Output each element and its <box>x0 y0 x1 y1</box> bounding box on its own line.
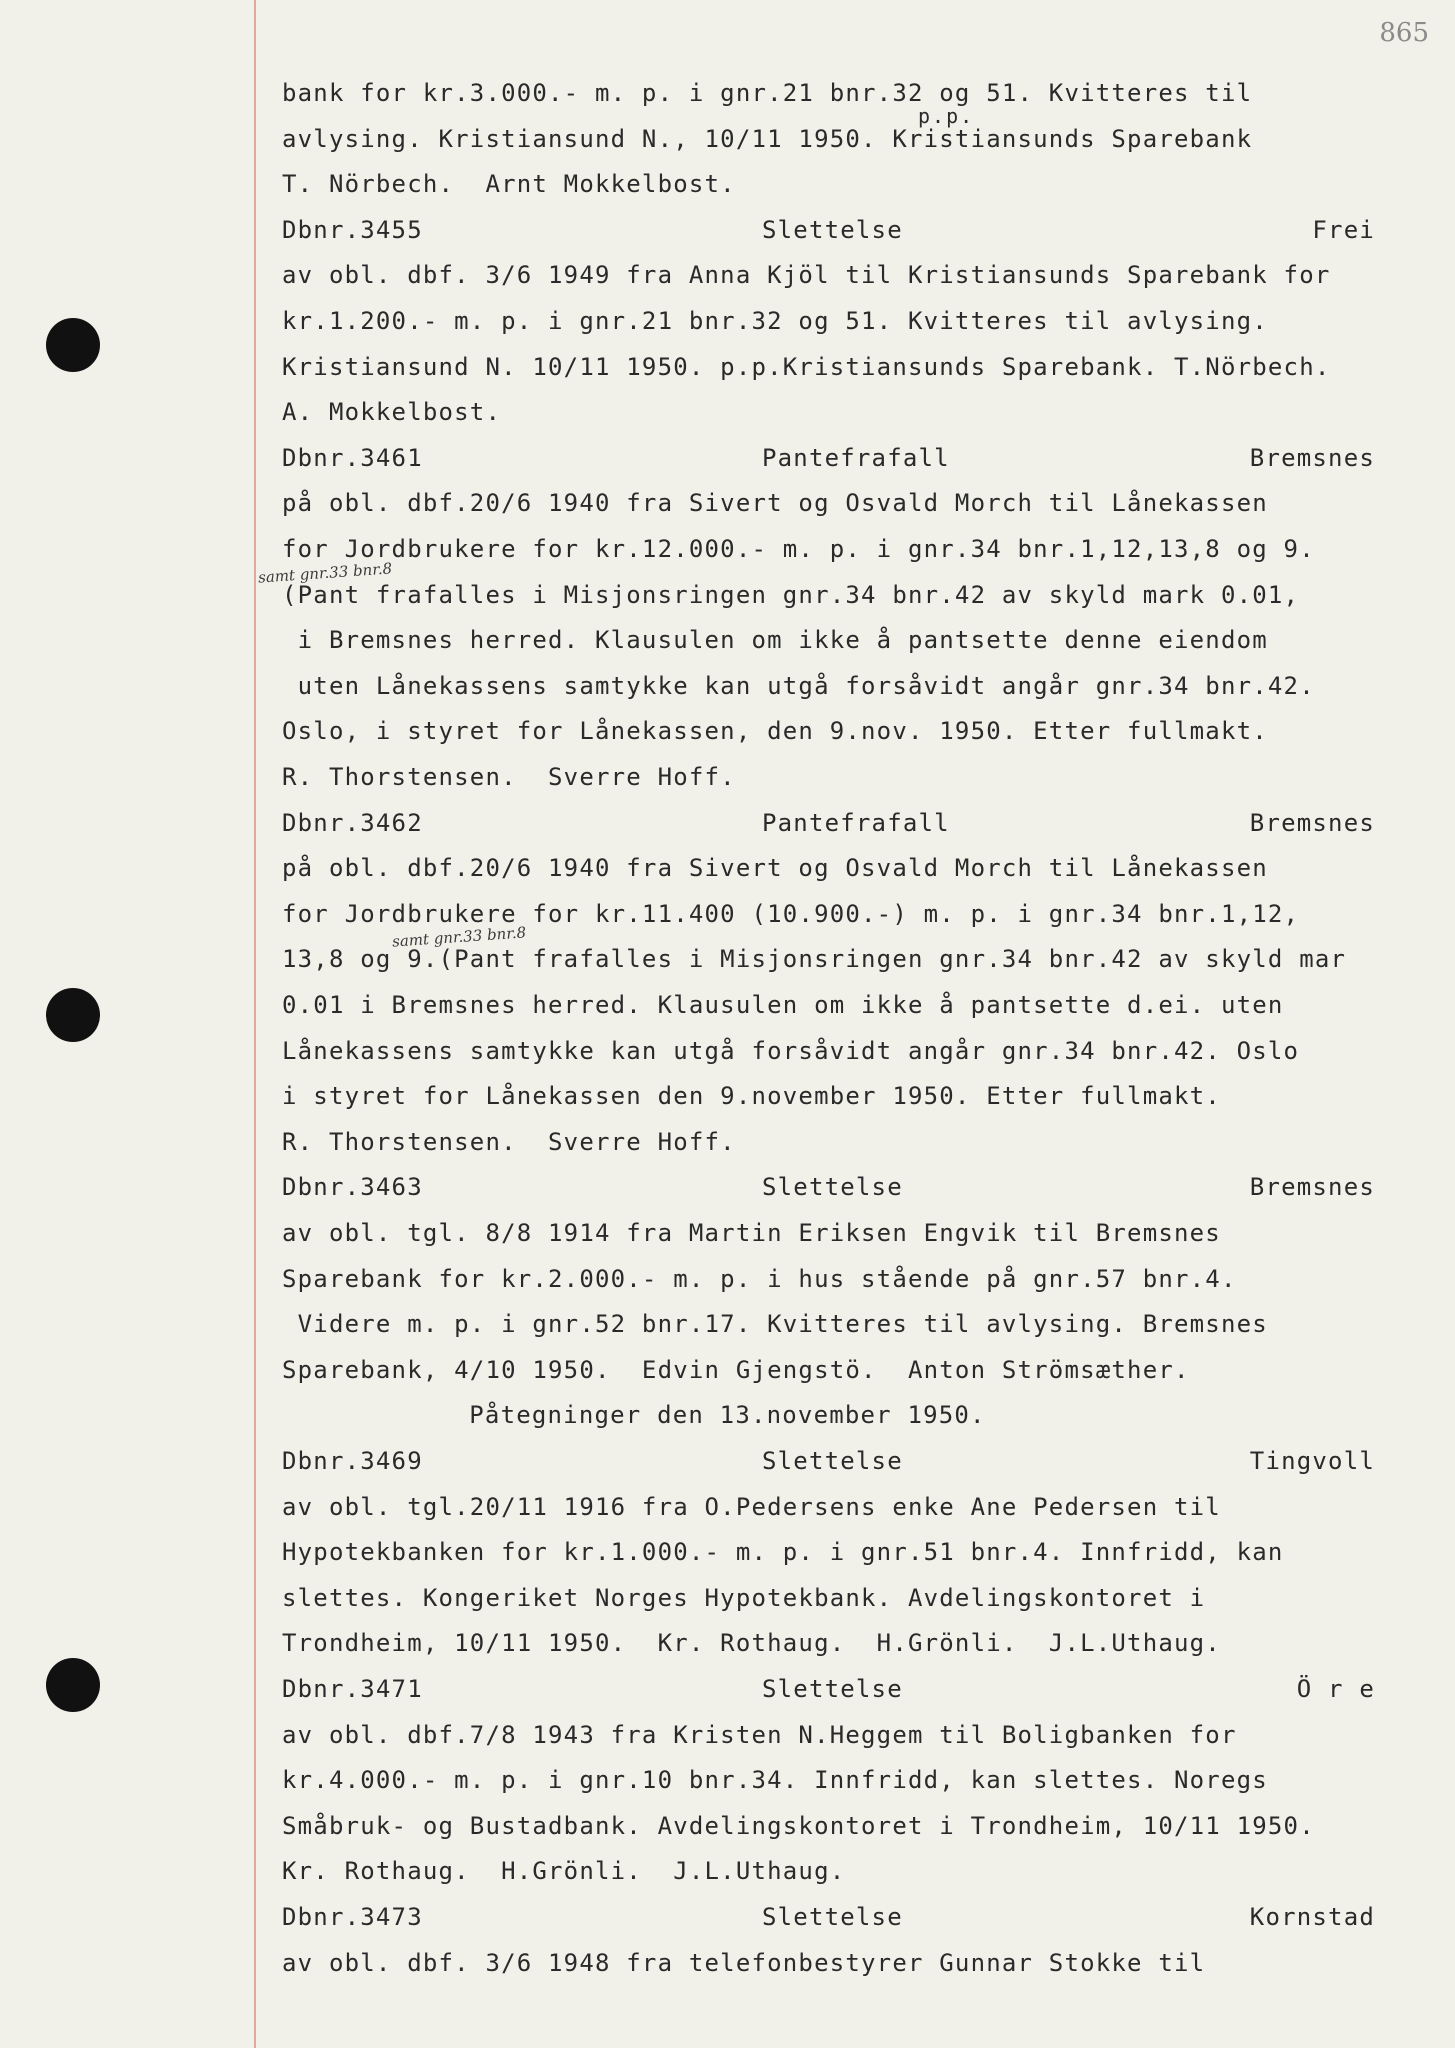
punch-hole <box>46 318 100 372</box>
entry-type: Pantefrafall <box>762 808 950 837</box>
text-line: Videre m. p. i gnr.52 bnr.17. Kvitteres til avlysing. Bremsnes <box>282 1310 1268 1339</box>
entry-reference: Dbnr.3461 <box>282 443 423 472</box>
entry-reference: Dbnr.3469 <box>282 1447 423 1475</box>
handwritten-note: samt gnr.33 bnr.8 <box>391 923 527 952</box>
text-line: Lånekassens samtykke kan utgå forsåvidt angår gnr.34 bnr.42. Oslo <box>282 1036 1300 1065</box>
text-line: for Jordbrukere for kr.11.400 (10.900.-) m. p. i gnr.34 bnr.1,12, <box>282 899 1300 928</box>
text-line: R. Thorstensen. Sverre Hoff. <box>282 1127 736 1156</box>
text-line: 13,8 og 9.(Pant frafalles i Misjonsringen gnr.34 bnr.42 av skyld mar <box>282 945 1347 974</box>
text-line: Hypotekbanken for kr.1.000.- m. p. i gnr.51 bnr.4. Innfridd, kan <box>282 1538 1284 1567</box>
margin-rule <box>254 0 256 2048</box>
text-line: av obl. tgl. 8/8 1914 fra Martin Eriksen Engvik til Bremsnes <box>282 1219 1221 1247</box>
text-line: i styret for Lånekassen den 9.november 1950. Etter fullmakt. <box>282 1082 1221 1111</box>
entry-reference: Dbnr.3462 <box>282 808 423 837</box>
entry-header <box>0 443 1455 473</box>
text-line: av obl. dbf. 3/6 1949 fra Anna Kjöl til Kristiansunds Sparebank for <box>282 261 1331 290</box>
entry-place: Frei <box>1312 215 1375 244</box>
text-line: Trondheim, 10/11 1950. Kr. Rothaug. H.Grönli. J.L.Uthaug. <box>282 1629 1221 1658</box>
text-line: R. Thorstensen. Sverre Hoff. <box>282 763 736 791</box>
entry-reference: Dbnr.3455 <box>282 215 423 244</box>
text-line: bank for kr.3.000.- m. p. i gnr.21 bnr.32 og 51. Kvitteres til <box>282 79 1253 107</box>
text-line: i Bremsnes herred. Klausulen om ikke å pantsette denne eiendom <box>282 626 1268 655</box>
section-heading: Påtegninger den 13.november 1950. <box>469 1401 986 1430</box>
text-line: Oslo, i styret for Lånekassen, den 9.nov. 1950. Etter fullmakt. <box>282 717 1268 746</box>
text-line: uten Lånekassens samtykke kan utgå forsåvidt angår gnr.34 bnr.42. <box>282 671 1315 700</box>
entry-place: Tingvoll <box>1249 1447 1375 1475</box>
entry-header <box>0 215 1455 245</box>
text-line: (Pant frafalles i Misjonsringen gnr.34 bnr.42 av skyld mark 0.01, <box>282 580 1300 609</box>
entry-header <box>0 1172 1455 1202</box>
text-line: på obl. dbf.20/6 1940 fra Sivert og Osvald Morch til Lånekassen <box>282 489 1268 518</box>
entry-place: Bremsnes <box>1249 808 1375 837</box>
text-line: avlysing. Kristiansund N., 10/11 1950. Kristiansunds Sparebank <box>282 124 1253 153</box>
entry-reference: Dbnr.3463 <box>282 1173 423 1202</box>
text-line: 0.01 i Bremsnes herred. Klausulen om ikke å pantsette d.ei. uten <box>282 991 1284 1019</box>
text-line: Kristiansund N. 10/11 1950. p.p.Kristiansunds Sparebank. T.Nörbech. <box>282 352 1331 381</box>
entry-type: Pantefrafall <box>762 443 950 472</box>
text-line: på obl. dbf.20/6 1940 fra Sivert og Osvald Morch til Lånekassen <box>282 854 1268 883</box>
text-line: av obl. dbf. 3/6 1948 fra telefonbestyrer Gunnar Stokke til <box>282 1948 1206 1977</box>
marginal-mark: p.p. <box>918 104 975 128</box>
entry-header <box>0 1902 1455 1932</box>
entry-type: Slettelse <box>762 215 903 244</box>
text-line: for Jordbrukere for kr.12.000.- m. p. i gnr.34 bnr.1,12,13,8 og 9. <box>282 535 1315 563</box>
entry-type: Slettelse <box>762 1675 903 1703</box>
entry-reference: Dbnr.3471 <box>282 1675 423 1703</box>
text-line: kr.4.000.- m. p. i gnr.10 bnr.34. Innfridd, kan slettes. Noregs <box>282 1766 1268 1795</box>
entry-place: Bremsnes <box>1249 443 1375 472</box>
text-line: Sparebank, 4/10 1950. Edvin Gjengstö. Anton Strömsæther. <box>282 1355 1190 1384</box>
text-line: av obl. dbf.7/8 1943 fra Kristen N.Heggem til Boligbanken for <box>282 1720 1237 1749</box>
text-line: kr.1.200.- m. p. i gnr.21 bnr.32 og 51. Kvitteres til avlysing. <box>282 307 1268 335</box>
entry-header <box>0 808 1455 838</box>
entry-type: Slettelse <box>762 1173 903 1202</box>
text-line: Sparebank for kr.2.000.- m. p. i hus stående på gnr.57 bnr.4. <box>282 1264 1237 1293</box>
handwritten-note: samt gnr.33 bnr.8 <box>257 558 393 587</box>
text-line: A. Mokkelbost. <box>282 398 502 427</box>
entry-place: Kornstad <box>1249 1903 1375 1931</box>
text-line: Småbruk- og Bustadbank. Avdelingskontoret i Trondheim, 10/11 1950. <box>282 1811 1315 1840</box>
entry-place: Bremsnes <box>1249 1173 1375 1202</box>
entry-type: Slettelse <box>762 1447 903 1475</box>
entry-header <box>0 1446 1455 1476</box>
punch-hole <box>46 988 100 1042</box>
text-line: av obl. tgl.20/11 1916 fra O.Pedersens enke Ane Pedersen til <box>282 1492 1221 1521</box>
text-line: slettes. Kongeriket Norges Hypotekbank. Avdelingskontoret i <box>282 1583 1206 1612</box>
entry-reference: Dbnr.3473 <box>282 1903 423 1931</box>
entry-type: Slettelse <box>762 1903 903 1931</box>
page-number: 865 <box>1379 18 1429 48</box>
entry-place: Ö r e <box>1296 1675 1375 1703</box>
text-line: T. Nörbech. Arnt Mokkelbost. <box>282 170 736 199</box>
text-line: Kr. Rothaug. H.Grönli. J.L.Uthaug. <box>282 1857 846 1886</box>
entry-header <box>0 1674 1455 1704</box>
